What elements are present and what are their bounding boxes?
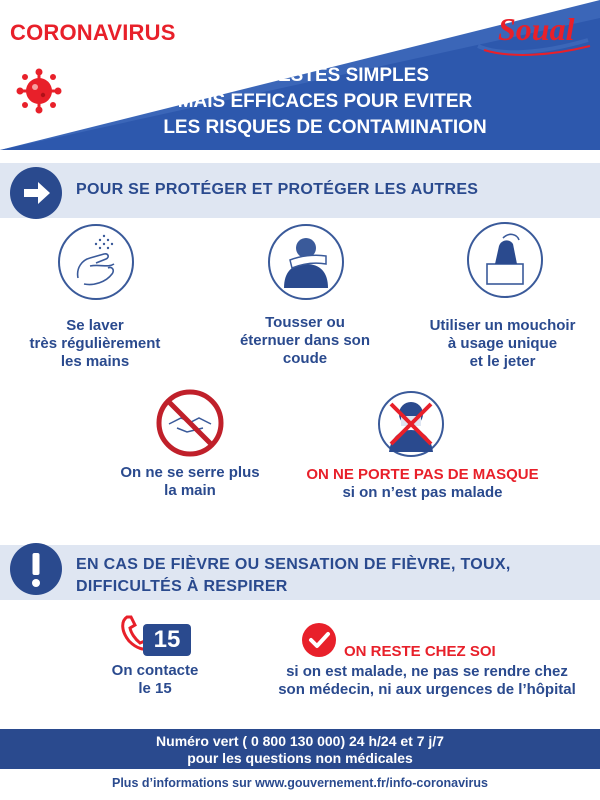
logo-text: Soual <box>498 11 575 47</box>
exclamation-icon <box>10 543 62 595</box>
section1-title: POUR SE PROTÉGER ET PROTÉGER LES AUTRES <box>76 181 479 198</box>
arrow-badge <box>10 167 62 219</box>
caption-line: la main <box>164 482 216 499</box>
caption-line: le 15 <box>138 680 172 697</box>
caption-line: Tousser ou <box>265 314 345 331</box>
caption-line: On contacte <box>111 662 199 679</box>
caption-line: On ne se serre plus <box>120 464 260 481</box>
caption-line: coude <box>282 350 328 367</box>
no-mask-icon <box>375 388 447 460</box>
headline-line-3: LES RISQUES DE CONTAMINATION <box>163 117 487 138</box>
section2-title-line: EN CAS DE FIÈVRE OU SENSATION DE FIÈVRE, TOUX, <box>76 556 511 573</box>
no-handshake-icon <box>155 388 225 458</box>
arrow-right-icon <box>10 167 62 219</box>
headline-line-1: LES GESTES SIMPLES <box>221 65 429 86</box>
cough-elbow-icon <box>268 224 344 300</box>
caption-line: à usage unique <box>447 335 558 352</box>
caption-line: et le jeter <box>469 353 536 370</box>
more-info-link[interactable]: Plus d’informations sur www.gouvernement.fr/info-coronavirus <box>112 776 488 790</box>
exclamation-badge <box>10 543 62 595</box>
footer-line: pour les questions non médicales <box>187 750 413 766</box>
caption-line: si on est malade, ne pas se rendre chez <box>286 663 568 680</box>
caption-line: son médecin, ni aux urgences de l’hôpital <box>278 681 576 698</box>
green-number-text <box>0 733 600 767</box>
headline <box>130 63 520 141</box>
wash-hands-caption <box>10 317 180 371</box>
tissue-icon <box>467 222 543 298</box>
check-icon <box>302 623 336 657</box>
tissue-caption <box>410 317 595 371</box>
stay-home-caption <box>262 663 592 699</box>
logo-swoosh <box>470 6 595 58</box>
number-15-badge: 15 <box>143 624 191 656</box>
caption-line: éternuer dans son <box>239 332 371 349</box>
call-15-caption <box>85 662 225 698</box>
headline-line-2: MAIS EFFICACES POUR EVITER <box>177 91 473 112</box>
footer-line: Numéro vert ( 0 800 130 000) 24 h/24 et 7 j/7 <box>156 733 444 749</box>
soual-logo <box>470 6 595 58</box>
stay-home-red-text: ON RESTE CHEZ SOI <box>344 643 496 660</box>
caption-line: les mains <box>60 353 130 370</box>
section2-title <box>76 554 511 598</box>
caption-line: très régulièrement <box>29 335 161 352</box>
no-mask-caption <box>290 466 555 502</box>
coronavirus-title: CORONAVIRUS <box>10 20 176 45</box>
no-handshake-caption <box>100 464 280 500</box>
virus-icon <box>16 68 62 114</box>
no-mask-red-text: ON NE PORTE PAS DE MASQUE <box>306 466 539 483</box>
cough-elbow-caption <box>225 314 385 368</box>
section2-title-line: DIFFICULTÉS À RESPIRER <box>76 578 288 595</box>
caption-line: Se laver <box>66 317 124 334</box>
wash-hands-icon <box>58 224 134 300</box>
caption-line: Utiliser un mouchoir <box>429 317 576 334</box>
caption-line: si on n’est pas malade <box>342 484 503 501</box>
